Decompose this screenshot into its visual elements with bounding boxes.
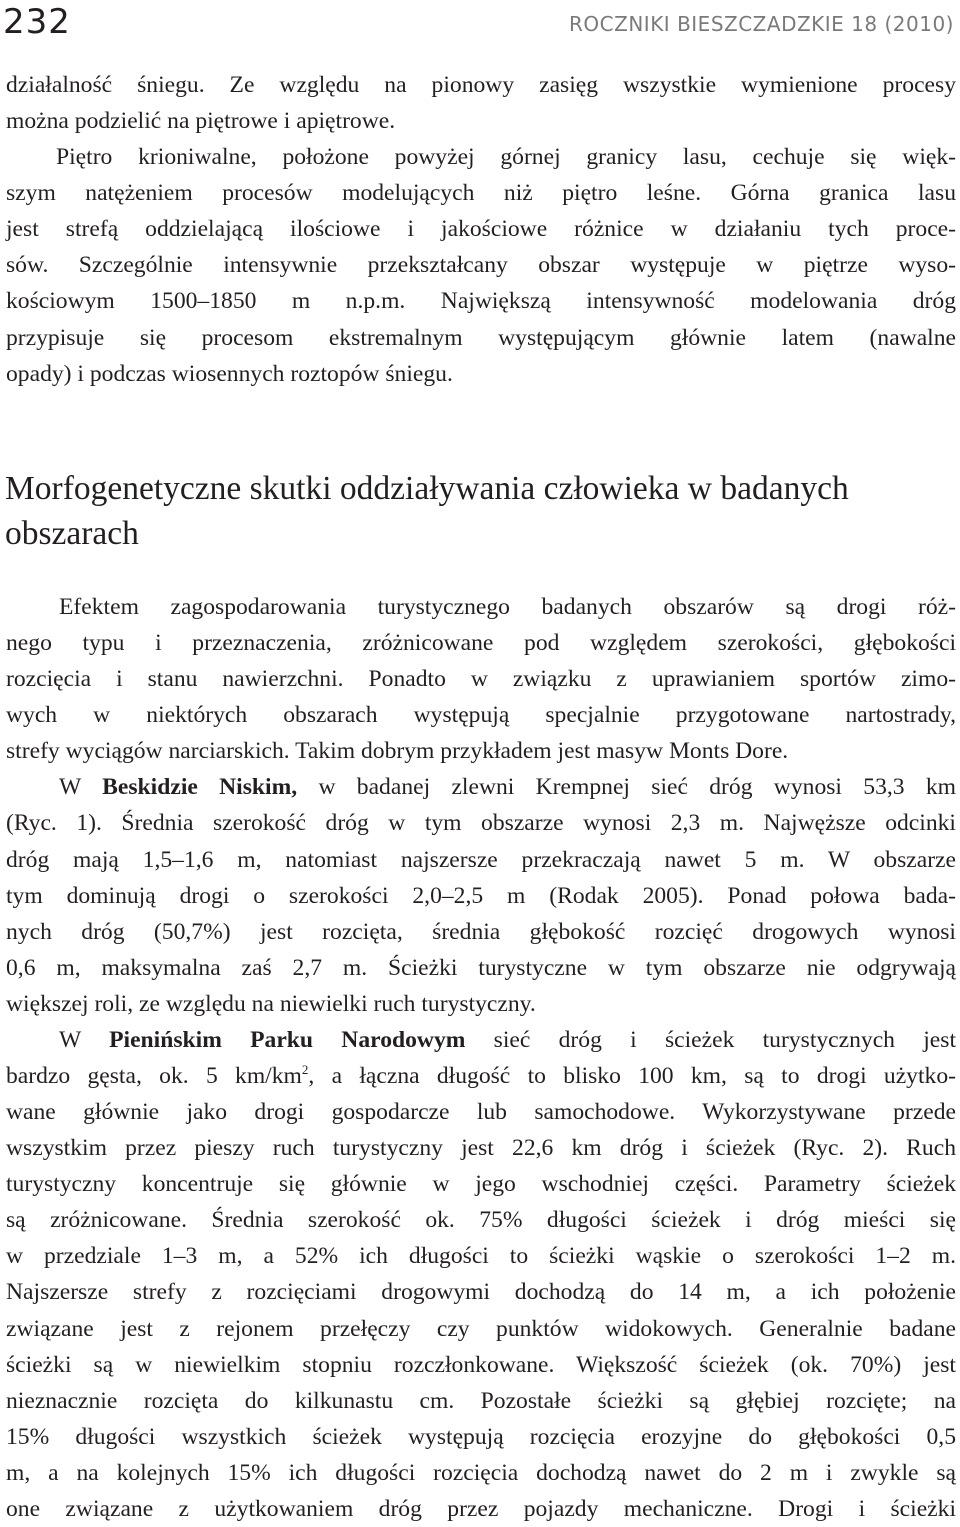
text-line: W Pienińskim Parku Narodowym sieć dróg i ścieżek turystycznych jest <box>59 1026 956 1053</box>
page-header <box>0 0 960 48</box>
text-line: przypisuje się procesom ekstremalnym występującym głównie latem (nawalne <box>6 324 956 351</box>
text-line: 15% długości wszystkich ścieżek występują rozcięcia erozyjne do głębokości 0,5 <box>6 1423 956 1450</box>
text-line: Najszersze strefy z rozcięciami drogowymi dochodzą do 14 m, a ich położenie <box>6 1279 956 1306</box>
text-line: rozcięcia i stanu nawierzchni. Ponadto w związku z uprawianiem sportów zimo- <box>6 666 956 693</box>
bold-term: Pienińskim Parku Narodowym <box>109 1026 466 1053</box>
text-line: sów. Szczególnie intensywnie przekształcany obszar występuje w piętrze wyso- <box>6 252 956 279</box>
text-line: turystyczny koncentruje się głównie w jego wschodniej części. Parametry ścieżek <box>6 1171 956 1198</box>
page-number: 232 <box>3 2 71 42</box>
intro-paragraphs <box>6 67 956 392</box>
text-line: nieznacznie rozcięta do kilkunastu cm. Pozostałe ścieżki są głębiej rozcięte; na <box>6 1387 956 1414</box>
text-line: tym dominują drogi o szerokości 2,0–2,5 m (Rodak 2005). Ponad połowa bada- <box>6 882 956 909</box>
text-line: ścieżki są w niewielkim stopniu rozczłonkowane. Większość ścieżek (ok. 70%) jest <box>6 1351 956 1378</box>
text-line: bardzo gęsta, ok. 5 $km/km^2$, a łączna długość to blisko 100 km, są to drogi użytko- <box>6 1062 956 1090</box>
text-line: jest strefą oddzielającą ilościowe i jakościowe różnice w działaniu tych proce- <box>6 216 956 243</box>
text-line: działalność śniegu. Ze względu na pionowy zasięg wszystkie wymienione procesy <box>6 72 956 98</box>
text-line: nych dróg (50,7%) jest rozcięta, średnia głębokość rozcięć drogowych wynosi <box>6 918 956 945</box>
text-line: nego typu i przeznaczenia, zróżnicowane pod względem szerokości, głębokości <box>6 630 956 657</box>
text-line: strefy wyciągów narciarskich. Takim dobrym przykładem jest masyw Monts Dore. <box>6 738 789 765</box>
bold-term: Beskidzie Niskim, <box>102 774 298 801</box>
text-line: większej roli, ze względu na niewielki ruch turystyczny. <box>6 990 536 1017</box>
body-paragraphs <box>6 589 956 1527</box>
text-line: m, a na kolejnych 15% ich długości rozcięcia dochodzą nawet do 2 m i zwykle są <box>6 1459 956 1486</box>
text-line: związane jest z rejonem przełęczy czy punktów widokowych. Generalnie badane <box>6 1315 956 1342</box>
text-line: one związane z użytkowaniem dróg przez pojazdy mechaniczne. Drogi i ścieżki <box>6 1495 956 1522</box>
text-line: Piętro krioniwalne, położone powyżej górnej granicy lasu, cechuje się więk- <box>56 144 956 171</box>
text-line: Efektem zagospodarowania turystycznego badanych obszarów są drogi róż- <box>59 594 956 620</box>
text-line: dróg mają 1,5–1,6 m, natomiast najszersze przekraczają nawet 5 m. W obszarze <box>6 846 956 873</box>
text-line: 0,6 m, maksymalna zaś 2,7 m. Ścieżki turystyczne w tym obszarze nie odgrywają <box>6 954 956 981</box>
text-line: W Beskidzie Niskim, w badanej zlewni Krempnej sieć dróg wynosi 53,3 km <box>59 774 957 801</box>
text-line: są zróżnicowane. Średnia szerokość ok. 75% długości ścieżek i dróg mieści się <box>6 1207 956 1234</box>
superscript: 2 <box>301 1062 309 1078</box>
text-line: szym natężeniem procesów modelujących niż piętro leśne. Górna granica lasu <box>6 180 956 207</box>
text-line: w przedziale 1–3 m, a 52% ich długości to ścieżki wąskie o szerokości 1–2 m. <box>6 1243 956 1270</box>
text-line: (Ryc. 1). Średnia szerokość dróg w tym obszarze wynosi 2,3 m. Najwęższe odcinki <box>6 810 956 837</box>
text-line: kościowym 1500–1850 m n.p.m. Największą intensywność modelowania dróg <box>6 288 956 315</box>
text-line: wych w niektórych obszarach występują specjalnie przygotowane nartostrady, <box>6 702 956 729</box>
section-heading <box>5 466 955 556</box>
section-heading-line: obszarach <box>5 515 139 552</box>
text-line: opady) i podczas wiosennych roztopów śniegu. <box>6 360 453 387</box>
section-heading-line: Morfogenetyczne skutki oddziaływania człowieka w badanych <box>5 470 849 507</box>
text-line: można podzielić na piętrowe i apiętrowe. <box>6 108 396 135</box>
running-title: ROCZNIKI BIESZCZADZKIE 18 (2010) <box>569 12 954 36</box>
text-line: wane głównie jako drogi gospodarcze lub samochodowe. Wykorzystywane przede <box>6 1099 956 1126</box>
text-line: wszystkim przez pieszy ruch turystyczny jest 22,6 km dróg i ścieżek (Ryc. 2). Ruch <box>6 1135 956 1162</box>
